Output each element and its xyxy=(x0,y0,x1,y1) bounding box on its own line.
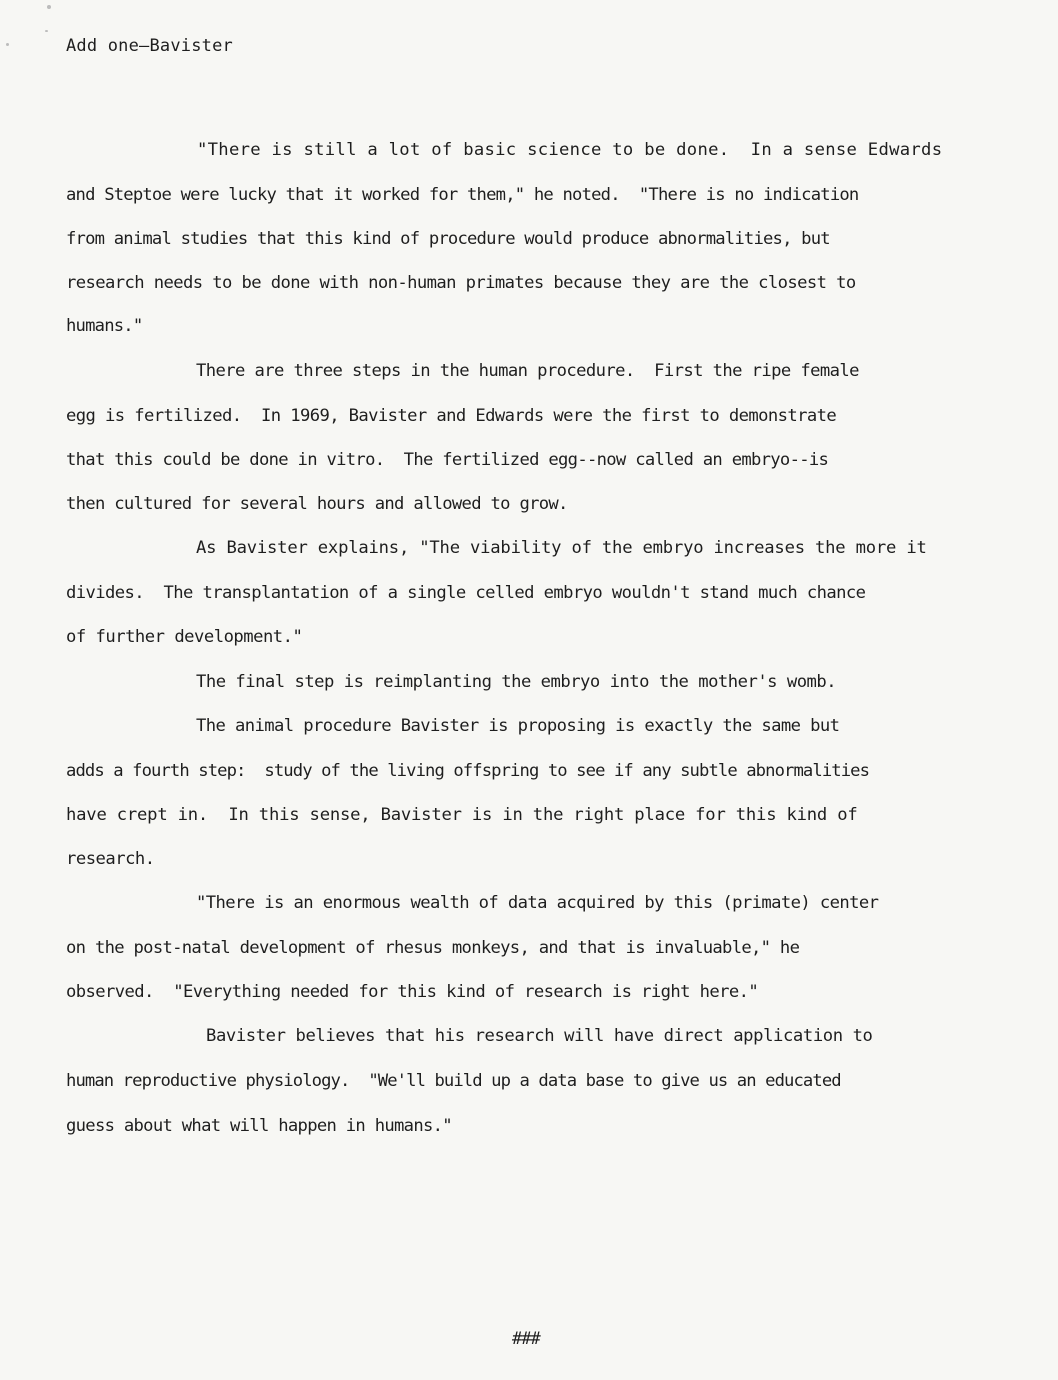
body-line: from animal studies that this kind of procedure would produce abnormalities, but xyxy=(66,229,830,249)
body-line: on the post-natal development of rhesus monkeys, and that is invaluable," he xyxy=(66,938,800,958)
body-line: There are three steps in the human procedure. First the ripe female xyxy=(196,361,859,381)
body-line: observed. "Everything needed for this kind of research is right here." xyxy=(66,982,759,1002)
body-line: "There is an enormous wealth of data acquired by this (primate) center xyxy=(196,893,879,913)
body-line: that this could be done in vitro. The fertilized egg--now called an embryo--is xyxy=(66,450,829,470)
end-mark: ### xyxy=(512,1329,540,1349)
body-line: The animal procedure Bavister is proposing is exactly the same but xyxy=(196,716,840,736)
page-header: Add one—Bavister xyxy=(66,36,233,56)
body-line: then cultured for several hours and allowed to grow. xyxy=(66,494,568,514)
body-line: As Bavister explains, "The viability of the embryo increases the more it xyxy=(196,538,927,558)
body-line: guess about what will happen in humans." xyxy=(66,1116,452,1136)
body-line: Bavister believes that his research will have direct application to xyxy=(206,1026,873,1046)
body-line: egg is fertilized. In 1969, Bavister and Edwards were the first to demonstrate xyxy=(66,406,837,426)
body-line: of further development." xyxy=(66,627,303,647)
body-line: have crept in. In this sense, Bavister is in the right place for this kind of xyxy=(66,805,858,825)
body-line: research needs to be done with non-human primates because they are the closest to xyxy=(66,273,856,293)
body-line: humans." xyxy=(66,316,143,336)
body-line: adds a fourth step: study of the living offspring to see if any subtle abnormalities xyxy=(66,761,870,781)
body-line: The final step is reimplanting the embryo into the mother's womb. xyxy=(196,672,837,692)
body-line: and Steptoe were lucky that it worked for them," he noted. "There is no indication xyxy=(66,185,859,205)
body-line: research. xyxy=(66,849,155,869)
body-line: divides. The transplantation of a single celled embryo wouldn't stand much chance xyxy=(66,583,866,603)
body-line: human reproductive physiology. "We'll build up a data base to give us an educated xyxy=(66,1071,841,1091)
body-line: "There is still a lot of basic science to be done. In a sense Edwards xyxy=(197,140,943,160)
